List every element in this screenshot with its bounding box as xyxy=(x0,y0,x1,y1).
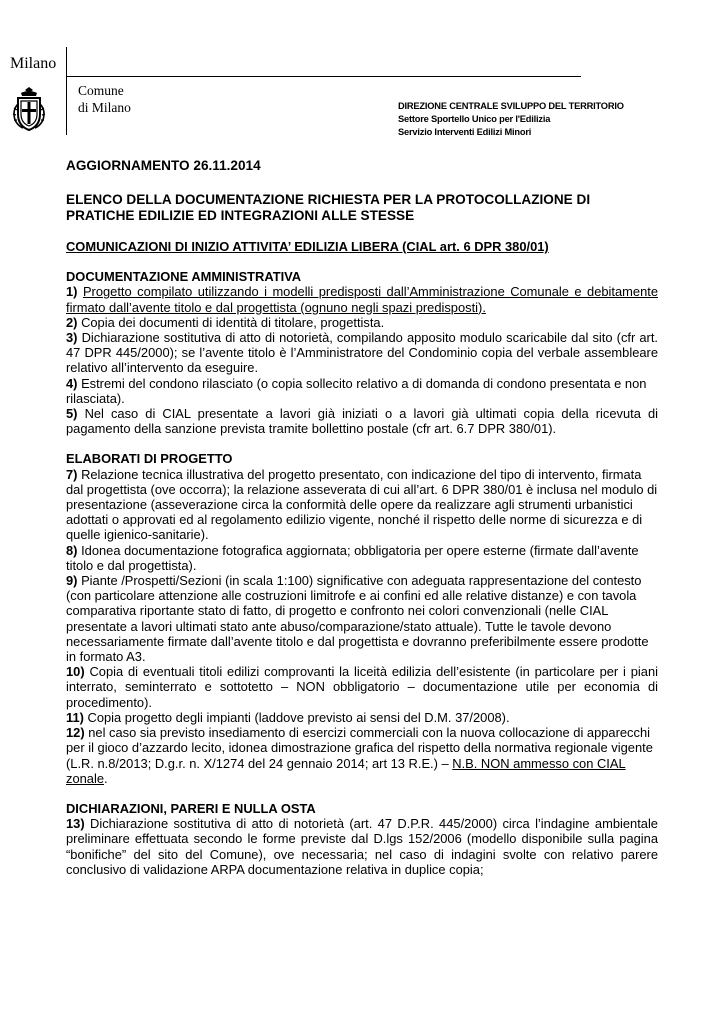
department-line1: DIREZIONE CENTRALE SVILUPPO DEL TERRITORIO xyxy=(398,101,624,111)
item-text: Nel caso di CIAL presentate a lavori già iniziati o a lavori già ultimati copia della ricevuta di pagamento della sanzione prevista tramite bollettino postale (cfr art. 6.7 DPR 380/01). xyxy=(66,406,658,437)
item-text: nel caso sia previsto insediamento di esercizi commerciali con la nuova collocazione di apparecchi per il gioco d’azzardo lecito, idonea dimostrazione grafica del rispetto della normativa regionale vigente (L.R. n.8/2013; D.g.r. n. X/1274 del 24 gennaio 2014; art 13 R.E.) – xyxy=(66,725,653,771)
item-text: Copia progetto degli impianti (laddove previsto ai sensi del D.M. 37/2008). xyxy=(87,709,510,725)
list-item xyxy=(66,710,658,725)
section-heading-dichiarazioni: DICHIARAZIONI, PARERI E NULLA OSTA xyxy=(66,800,316,816)
list-item xyxy=(66,664,658,710)
document-subtitle: COMUNICAZIONI DI INIZIO ATTIVITA’ EDILIZIA LIBERA (CIAL art. 6 DPR 380/01) xyxy=(66,239,549,254)
item-number: 1) xyxy=(66,284,78,300)
comune-line2: di Milano xyxy=(78,100,131,115)
city-logo-text: Milano xyxy=(10,55,57,72)
header-horizontal-divider xyxy=(66,76,581,77)
item-text: Copia di eventuali titoli edilizi comprovanti la liceità edilizia dell’esistente (in particolare per i piani interrato, seminterrato e sottotetto – NON obbligatorio – documentazione utile per economia di procedimento). xyxy=(66,664,658,710)
item-number: 5) xyxy=(66,406,78,422)
item-end: . xyxy=(104,770,108,786)
comune-line1: Comune xyxy=(78,83,124,98)
list-item xyxy=(66,406,658,436)
item-number: 13) xyxy=(66,816,85,832)
item-number: 2) xyxy=(66,314,78,330)
section-heading-admin: DOCUMENTAZIONE AMMINISTRATIVA xyxy=(66,269,302,285)
item-note: N.B. NON ammesso con CIAL zonale xyxy=(66,755,626,786)
list-item xyxy=(66,284,658,314)
item-text: Relazione tecnica illustrativa del progetto presentato, con indicazione del tipo di intervento, firmata dal progettista (ove occorra); la relazione asseverata di cui all’art. 6 DPR 380/01 è inclusa nel modulo di presentazione (asseverazione circa la conformità delle opere da realizzare agli strumenti urbanistici adottati o approvati ed al regolamento edilizio vigente, nonché il rispetto delle norme di sicurezza e di quelle igienico-sanitarie). xyxy=(66,466,658,543)
item-text: Piante /Prospetti/Sezioni (in scala 1:100) significative con adeguata rappresentazione del contesto (con particolare attenzione alle costruzioni limitrofe e ai confini ed alle relative distanze) e con tavola comparativa riportante stato di fatto, di progetto e confronto nei colori convenzionali (nelle CIAL presentate a lavori ultimati stato ante abuso/comparazione/stato attuale). Tutte le tavole devono necessariamente firmate dall’avente titolo e dal progettista e dovranno preferibilmente essere prodotte in formato A3. xyxy=(66,573,649,665)
item-number: 8) xyxy=(66,542,78,558)
list-item xyxy=(66,543,658,573)
list-item xyxy=(66,816,658,877)
list-item xyxy=(66,467,658,543)
item-text: Progetto compilato utilizzando i modelli predisposti dall’Amministrazione Comunale e debitamente firmato dall’avente titolo e dal progettista (ognuno negli spazi predisposti). xyxy=(66,284,658,315)
item-number: 7) xyxy=(66,466,78,482)
item-number: 4) xyxy=(66,375,78,391)
department-line3: Servizio Interventi Edilizi Minori xyxy=(398,127,532,137)
city-crest-icon xyxy=(9,84,49,134)
document-title-line1: ELENCO DELLA DOCUMENTAZIONE RICHIESTA PER LA PROTOCOLLAZIONE DI xyxy=(66,192,591,207)
item-text: Copia dei documenti di identità di titolare, progettista. xyxy=(81,314,385,330)
list-item xyxy=(66,725,658,786)
header-vertical-divider xyxy=(66,47,67,135)
list-item xyxy=(66,330,658,376)
update-date: AGGIORNAMENTO 26.11.2014 xyxy=(66,158,261,173)
item-number: 3) xyxy=(66,330,78,346)
document-body xyxy=(66,158,658,877)
item-text: Dichiarazione sostitutiva di atto di notorietà (art. 47 D.P.R. 445/2000) circa l’indagine ambientale preliminare effettuata secondo le forme previste dal D.lgs 152/2006 (modello disponibile sulla pagina “bonifiche” del sito del Comune), ove necessaria; nel caso di indagini svolte con relativo parere conclusivo di validazione ARPA documentazione relativa in duplice copia; xyxy=(66,816,658,877)
item-number: 12) xyxy=(66,725,85,741)
department-line2: Settore Sportello Unico per l'Edilizia xyxy=(398,114,551,124)
document-title-line2: PRATICHE EDILIZIE ED INTEGRAZIONI ALLE STESSE xyxy=(66,208,415,223)
department-heading xyxy=(398,100,624,139)
item-text: Dichiarazione sostitutiva di atto di notorietà, compilando apposito modulo scaricabile dal sito (cfr art. 47 DPR 445/2000); se l’avente titolo è l’Amministratore del Condominio copia del verbale assembleare relativo all’intervento da eseguire. xyxy=(66,330,658,376)
list-item xyxy=(66,315,658,330)
item-number: 9) xyxy=(66,573,78,589)
item-number: 11) xyxy=(66,709,84,725)
comune-label xyxy=(78,82,131,116)
list-item xyxy=(66,376,658,406)
item-text: Idonea documentazione fotografica aggiornata; obbligatoria per opere esterne (firmate dall’avente titolo e dal progettista). xyxy=(66,542,639,573)
item-number: 10) xyxy=(66,664,85,680)
section-heading-elaborati: ELABORATI DI PROGETTO xyxy=(66,451,233,467)
item-text: Estremi del condono rilasciato (o copia sollecito relativo a di domanda di condono presentata e non rilasciata). xyxy=(66,375,647,406)
list-item xyxy=(66,573,658,664)
